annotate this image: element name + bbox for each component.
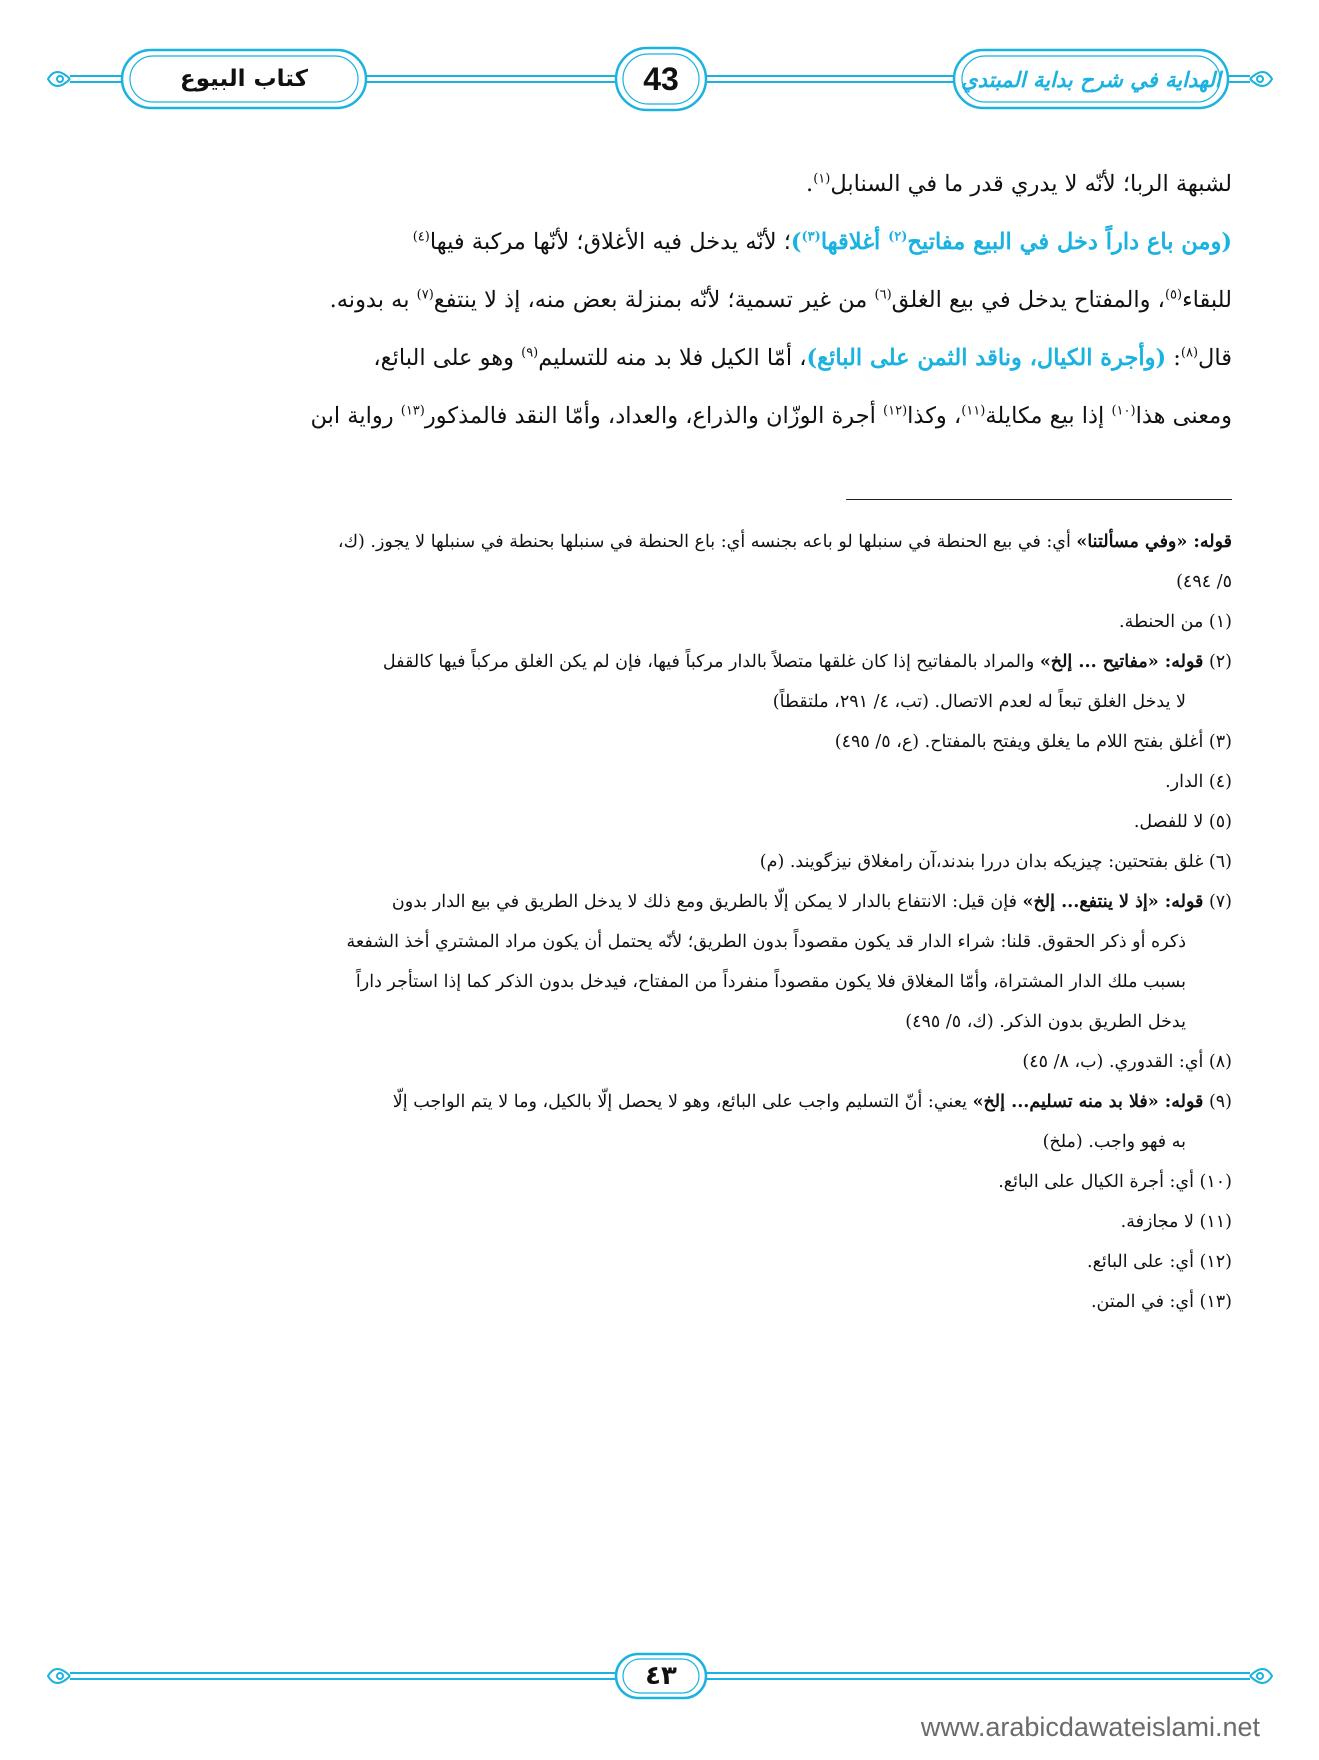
text-run: رواية ابن bbox=[310, 403, 401, 429]
footnote-6 bbox=[96, 842, 1232, 882]
footnote-ref-3[interactable]: (٣) bbox=[801, 229, 821, 245]
page-footer bbox=[0, 1652, 1319, 1702]
footnote-text: ذكره أو ذكر الحقوق. قلنا: شراء الدار قد يكون مقصوداً بدون الطريق؛ لأنّه يحتمل أن يكون مراد المشتري أخذ الشفعة bbox=[346, 932, 1186, 952]
text-run: ؛ لأنّه يدخل فيه الأغلاق؛ لأنّها مركبة فيها bbox=[429, 229, 791, 255]
footnote-text: (١٠) أي: أجرة الكيال على البائع. bbox=[998, 1172, 1232, 1192]
footnote-text: والمراد بالمفاتيح إذا كان غلقها متصلاً بالدار مركباً فيها، فإن لم يكن الغلق مركباً فيها كالقفل bbox=[382, 652, 1040, 672]
footnote-ref-10[interactable]: (١٠) bbox=[1111, 403, 1136, 419]
main-line-1 bbox=[104, 155, 1232, 213]
text-run: ومعنى هذا bbox=[1135, 403, 1232, 429]
footnote-0 bbox=[96, 522, 1232, 602]
text-run: إذا بيع مكايلة bbox=[985, 403, 1112, 429]
footnote-text: (٦) غلق بفتحتين: چيزيکه بدان دررا بندند،آن رامغلاق نيزگويند. (م) bbox=[759, 852, 1232, 872]
footnote-label: قوله: «وفي مسألتنا» bbox=[1076, 532, 1232, 552]
footnote-ref-6[interactable]: (٦) bbox=[874, 287, 892, 303]
footnote-ref-5[interactable]: (٥) bbox=[1164, 287, 1183, 303]
main-text bbox=[104, 155, 1232, 445]
text-run: لشبهة الربا؛ لأنّه لا يدري قدر ما في السنابل bbox=[830, 171, 1232, 197]
footnote-9 bbox=[96, 1082, 1232, 1162]
footnote-label: قوله: «فلا بد منه تسليم... إلخ» bbox=[972, 1092, 1204, 1112]
footer-page-number: ٤٣ bbox=[645, 1661, 677, 1691]
website-link[interactable]: www.arabicdawateislami.net bbox=[920, 1712, 1260, 1742]
footnote-10 bbox=[96, 1162, 1232, 1202]
main-line-3 bbox=[104, 271, 1232, 329]
footnote-text: (٤) الدار. bbox=[1165, 772, 1232, 792]
footnote-text: لا يدخل الغلق تبعاً له لعدم الاتصال. (تب، ٤/ ٢٩١، ملتقطاً) bbox=[772, 692, 1186, 712]
footnote-number: (٢) bbox=[1203, 652, 1232, 672]
footnote-ref-12[interactable]: (١٢) bbox=[883, 403, 908, 419]
text-run: وهو على البائع، bbox=[373, 345, 522, 371]
matn-text: ) bbox=[790, 229, 802, 255]
footnote-ref-8[interactable]: (٨) bbox=[1180, 345, 1199, 361]
text-run: : bbox=[1166, 345, 1181, 371]
footnote-text: (١٢) أي: على البائع. bbox=[1087, 1252, 1232, 1272]
main-line-4 bbox=[104, 329, 1232, 387]
footnote-ref-2[interactable]: (٢) bbox=[888, 229, 908, 245]
text-run: . bbox=[806, 171, 814, 197]
text-run: ، أمّا الكيل فلا بد منه للتسليم bbox=[538, 345, 807, 371]
text-run: من غير تسمية؛ لأنّه بمنزلة بعض منه، إذ لا ينتفع bbox=[433, 287, 875, 313]
footnote-3 bbox=[96, 722, 1232, 762]
matn-text: (ومن باع داراً دخل في البيع مفاتيح bbox=[907, 229, 1232, 255]
footnote-ref-4[interactable]: (٤) bbox=[412, 229, 430, 245]
footnote-number: (٧) bbox=[1203, 892, 1232, 912]
text-run: ، وكذا bbox=[907, 403, 962, 429]
footnote-5 bbox=[96, 802, 1232, 842]
footnote-text: يعني: أنّ التسليم واجب على البائع، وهو لا يحصل إلّا بالكيل، وما لا يتم الواجب إلّا bbox=[392, 1092, 973, 1112]
page-header bbox=[0, 40, 1319, 120]
footnote-text: (٣) أغلق بفتح اللام ما يغلق ويفتح بالمفتاح. (ع، ٥/ ٤٩٥) bbox=[834, 732, 1232, 752]
footnote-12 bbox=[96, 1242, 1232, 1282]
matn-text: (وأجرة الكيال، وناقد الثمن على البائع) bbox=[806, 345, 1167, 371]
footnotes bbox=[96, 522, 1232, 1322]
footnote-text: (١) من الحنطة. bbox=[1119, 612, 1232, 632]
book-logo: الهداية في شرح بداية المبتدي bbox=[961, 66, 1221, 92]
footnote-text: بسبب ملك الدار المشتراة، وأمّا المغلاق فلا يكون مقصوداً منفرداً من المفتاح، فيدخل بدون الذكر كما إذا استأجر داراً bbox=[355, 972, 1186, 992]
matn-text: أغلاقها bbox=[820, 229, 889, 255]
footnote-11 bbox=[96, 1202, 1232, 1242]
footnote-text: (١١) لا مجازفة. bbox=[1120, 1212, 1232, 1232]
chapter-title: كتاب البيوع bbox=[180, 66, 308, 92]
main-line-2 bbox=[104, 213, 1232, 271]
footnote-text: أي: في بيع الحنطة في سنبلها لو باعه بجنسه أي: باع الحنطة في سنبلها بحنطة في سنبلها لا يجوز. (ك، bbox=[337, 532, 1077, 552]
footnote-1 bbox=[96, 602, 1232, 642]
footnote-ref-7[interactable]: (٧) bbox=[416, 287, 434, 303]
footnote-label: قوله: «مفاتيح ... إلخ» bbox=[1039, 652, 1204, 672]
footnote-text: ٥/ ٤٩٤) bbox=[1176, 572, 1232, 592]
footnote-text: (١٣) أي: في المتن. bbox=[1090, 1292, 1232, 1312]
footnote-label: قوله: «إذ لا ينتفع... إلخ» bbox=[1022, 892, 1204, 912]
header-page-number: 43 bbox=[643, 60, 679, 97]
text-run: قال bbox=[1198, 345, 1232, 371]
text-run: به بدونه. bbox=[329, 287, 417, 313]
footnote-ref-11[interactable]: (١١) bbox=[961, 403, 986, 419]
footnote-4 bbox=[96, 762, 1232, 802]
footnote-separator bbox=[846, 499, 1232, 500]
footnote-text: فإن قيل: الانتفاع بالدار لا يمكن إلّا بالطريق ومع ذلك لا يدخل الطريق في بيع الدار بدون bbox=[391, 892, 1023, 912]
main-line-5 bbox=[104, 387, 1232, 445]
footnote-ref-13[interactable]: (١٣) bbox=[400, 403, 425, 419]
footnote-number: (٩) bbox=[1203, 1092, 1232, 1112]
text-run: للبقاء bbox=[1182, 287, 1232, 313]
footnote-ref-9[interactable]: (٩) bbox=[521, 345, 539, 361]
footnote-text: (٨) أي: القدوري. (ب، ٨/ ٤٥) bbox=[1022, 1052, 1232, 1072]
footnote-13 bbox=[96, 1282, 1232, 1322]
footnote-2 bbox=[96, 642, 1232, 722]
footnote-text: به فهو واجب. (ملخ) bbox=[1042, 1132, 1186, 1152]
text-run: ، والمفتاح يدخل في بيع الغلق bbox=[891, 287, 1165, 313]
text-run: أجرة الوزّان والذراع، والعداد، وأمّا النقد فالمذكور bbox=[424, 403, 884, 429]
footnote-8 bbox=[96, 1042, 1232, 1082]
footnote-7 bbox=[96, 882, 1232, 1042]
footnote-ref-1[interactable]: (١) bbox=[813, 171, 831, 187]
footnote-text: (٥) لا للفصل. bbox=[1133, 812, 1232, 832]
footnote-text: يدخل الطريق بدون الذكر. (ك، ٥/ ٤٩٥) bbox=[905, 1012, 1186, 1032]
